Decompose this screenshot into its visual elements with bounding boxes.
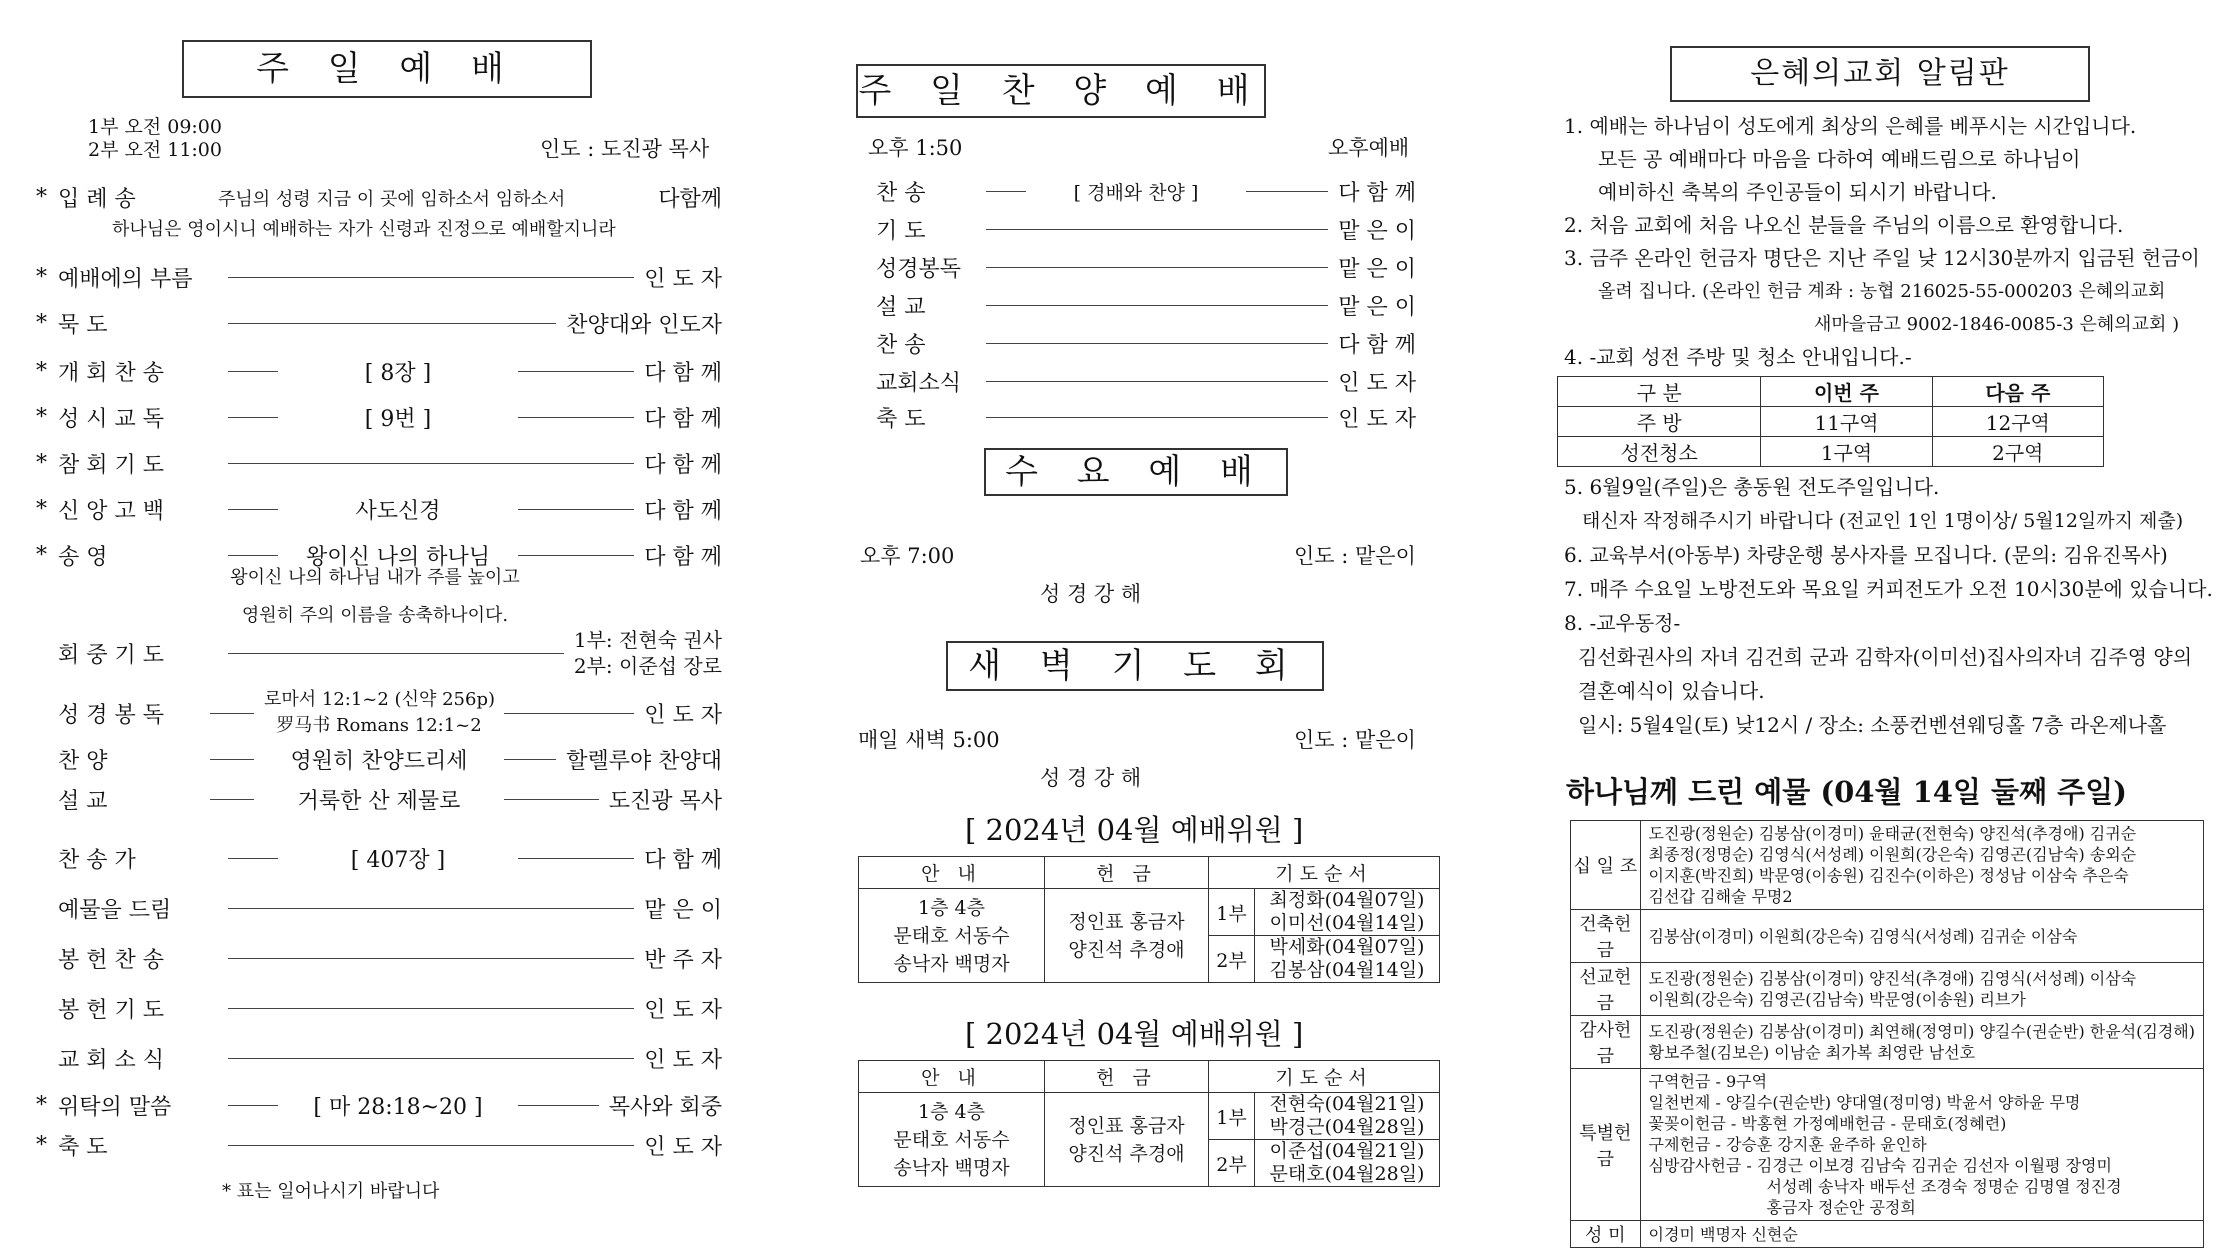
praise-order-item <box>876 290 1416 320</box>
order-person: 목사와 회중 <box>608 1094 722 1120</box>
notice-title-box <box>1670 46 2090 102</box>
service-leader: 인도 : 도진광 목사 <box>540 137 710 161</box>
order-content: 영원히 찬양드리세 <box>290 748 468 774</box>
offering-category: 건축헌금 <box>1571 910 1641 963</box>
praise-type: 오후예배 <box>1328 136 1410 160</box>
notice-8-line: 김선화권사의 자녀 김건희 군과 김학자(이미선)집사의자녀 김주영 양의 <box>1578 645 2193 669</box>
leader-line <box>228 958 634 959</box>
order-person: 맡 은 이 <box>1338 294 1416 320</box>
order-person: 인 도 자 <box>644 702 722 728</box>
standing-mark: * <box>36 185 47 210</box>
notice-2: 2. 처음 교회에 처음 나오신 분들을 주님의 이름으로 환영합니다. <box>1564 213 2124 237</box>
order-item <box>36 893 722 923</box>
order-label: 찬 양 <box>58 748 108 774</box>
notice-8: 8. -교우동정- <box>1564 611 1681 635</box>
order-item <box>36 448 722 478</box>
offering-cell <box>1045 889 1209 983</box>
order-person: 다 함 께 <box>644 406 722 432</box>
offering-name: 정인표 홍금자 <box>1068 910 1185 933</box>
guide-name: 1층 4층 <box>918 1100 985 1123</box>
wednesday-leader: 인도 : 맡은이 <box>1294 544 1416 568</box>
td: 1구역 <box>1761 437 1932 467</box>
reading-ref: 로마서 12:1~2 (신약 256p) <box>264 689 495 710</box>
order-person: 다 함 께 <box>644 452 722 478</box>
td: 2구역 <box>1932 437 2103 467</box>
standing-mark: * <box>36 1092 47 1118</box>
leader-line <box>986 305 1328 306</box>
service-time: 1부 오전 09:00 <box>88 116 222 138</box>
order-label: 성 시 교 독 <box>58 406 164 432</box>
order-person: 맡 은 이 <box>1338 256 1416 282</box>
order-person: 인 도 자 <box>644 1134 722 1160</box>
order-person: 다 함 께 <box>644 544 722 570</box>
committee-title: [ 2024년 04월 예배위원 ] <box>965 813 1304 847</box>
leader-line <box>228 653 564 654</box>
offering-line: 이지훈(박진희) 박문영(이송원) 김진수(이하은) 정성남 이삼숙 추은숙 <box>1648 866 2129 885</box>
order-label: 축 도 <box>58 1134 108 1160</box>
order-item <box>36 1043 722 1073</box>
guide-name: 송낙자 백명자 <box>893 952 1010 975</box>
order-item <box>36 1090 722 1120</box>
prayer-name: 최정화(04월07일) <box>1269 889 1425 911</box>
order-label: 예물을 드림 <box>58 897 172 923</box>
offering-table <box>1570 820 2204 1248</box>
offering-row <box>1571 1221 2204 1248</box>
order-person: 다 함 께 <box>644 498 722 524</box>
praise-order-item <box>876 176 1416 206</box>
order-person: 할렐루야 찬양대 <box>566 748 722 774</box>
order-label: 회 중 기 도 <box>58 642 164 668</box>
guide-cell <box>859 889 1045 983</box>
offering-row <box>1571 821 2204 910</box>
standing-mark: * <box>36 496 47 522</box>
order-label: 성경봉독 <box>876 256 962 282</box>
sunday-service-title-box <box>182 40 592 98</box>
guide-name: 문태호 서동수 <box>893 924 1010 947</box>
order-item <box>36 356 722 386</box>
notice-7: 7. 매주 수요일 노방전도와 목요일 커피전도가 오전 10시30분에 있습니다. <box>1564 577 2213 601</box>
table-row <box>859 1093 1440 1140</box>
td: 12구역 <box>1932 407 2103 437</box>
order-content: [ 407장 ] <box>350 847 446 873</box>
leader-line <box>518 858 634 859</box>
order-item-silent <box>36 182 722 213</box>
order-label: 봉 헌 찬 송 <box>58 947 164 973</box>
order-label: 성 경 봉 독 <box>58 702 164 728</box>
offering-line: 꽃꽂이헌금 - 박홍현 가정예배헌금 - 문태호(정혜련) <box>1648 1114 2007 1133</box>
leader-line <box>986 381 1328 382</box>
order-item <box>36 308 722 338</box>
order-person: 맡 은 이 <box>1338 218 1416 244</box>
notices <box>1564 110 2224 374</box>
th: 기도순서 <box>1209 1061 1440 1093</box>
offering-names <box>1640 1069 2203 1221</box>
song-line: 영원히 주의 이름을 송축하나이다. <box>241 605 509 626</box>
order-item-praise <box>36 744 722 774</box>
leader-line <box>1246 191 1328 192</box>
order-label: 기 도 <box>876 218 926 244</box>
offering-line: 이경미 백명자 신현순 <box>1648 1224 1798 1244</box>
order-content: 왕이신 나의 하나님 <box>305 544 490 570</box>
notice-1-line: 예비하신 축복의 주인공들이 되시기 바랍니다. <box>1598 180 1997 204</box>
order-item-prayer <box>36 628 722 678</box>
offering-category: 감사헌금 <box>1571 1016 1641 1069</box>
offering-line: 김선갑 김해술 무명2 <box>1648 887 1793 906</box>
order-item <box>36 262 722 292</box>
leader-line <box>518 1105 599 1106</box>
offering-title: 하나님께 드린 예물 (04월 14일 둘째 주일) <box>1566 775 2127 809</box>
leader-line <box>986 191 1026 192</box>
prayer-name: 박세화(04월07일) <box>1269 936 1425 958</box>
prayer-cell <box>1255 1093 1440 1140</box>
notice-3-line: 새마을금고 9002-1846-0085-3 은혜의교회 ) <box>1814 314 2180 335</box>
order-label: 찬 송 가 <box>58 847 136 873</box>
committee-table <box>858 1060 1440 1187</box>
leader-line <box>518 371 634 372</box>
order-content: [ 9번 ] <box>364 406 432 432</box>
wednesday-title-box <box>984 448 1288 496</box>
prayer-cell <box>1255 889 1440 936</box>
notice-4: 4. -교회 성전 주방 및 청소 안내입니다.- <box>1564 345 1912 369</box>
order-label: 입 례 송 <box>58 187 136 212</box>
order-content: 사도신경 <box>355 498 441 524</box>
order-label: 교회소식 <box>876 370 962 396</box>
offering-row <box>1571 1016 2204 1069</box>
silent-verse: 하나님은 영이시니 예배하는 자가 신령과 진정으로 예배할지니라 <box>112 219 616 240</box>
order-person: 인 도 자 <box>644 997 722 1023</box>
wednesday-time: 오후 7:00 <box>860 544 955 568</box>
offering-cell <box>1045 1093 1209 1187</box>
th: 헌 금 <box>1045 1061 1209 1093</box>
th: 안 내 <box>859 1061 1045 1093</box>
standing-mark: * <box>36 1132 47 1158</box>
reading-ref: 罗马书 Romans 12:1~2 <box>276 715 482 736</box>
offering-names <box>1640 1016 2203 1069</box>
leader-line <box>518 555 634 556</box>
th: 다음 주 <box>1932 377 2103 407</box>
order-item-reading <box>36 688 722 738</box>
prayer-cell <box>1255 1140 1440 1187</box>
notice-8-line: 결혼예식이 있습니다. <box>1578 679 1765 703</box>
offering-line: 일천번제 - 양길수(권순반) 양대열(정미영) 박윤서 양하윤 무명 <box>1648 1093 2081 1112</box>
service-time: 2부 오전 11:00 <box>88 139 222 161</box>
notice-6: 6. 교육부서(아동부) 차량운행 봉사자를 모집니다. (문의: 김유진목사) <box>1564 543 2168 567</box>
td: 주 방 <box>1558 407 1761 437</box>
leader-line <box>228 463 634 464</box>
prayer-name: 김봉삼(04월14일) <box>1269 959 1425 981</box>
order-label: 위탁의 말씀 <box>58 1094 172 1120</box>
offering-line: 김봉삼(이경미) 이원희(강은숙) 김영식(서성례) 김귀순 이삼숙 <box>1648 926 2078 946</box>
order-item <box>36 993 722 1023</box>
leader-line <box>228 908 634 909</box>
order-person: 인 도 자 <box>644 266 722 292</box>
leader-line <box>986 417 1328 418</box>
order-label: 축 도 <box>876 406 926 432</box>
offering-name: 정인표 홍금자 <box>1068 1114 1185 1137</box>
guide-name: 1층 4층 <box>918 896 985 919</box>
prayer-cell <box>1255 936 1440 983</box>
offering-line: 황보주철(김보은) 이남순 최가복 최영란 남선호 <box>1648 1043 1976 1062</box>
leader-line <box>228 277 634 278</box>
table-header-row <box>859 857 1440 889</box>
praise-service-title: 주 일 찬 양 예 배 <box>858 71 1264 111</box>
notice-5-line: 태신자 작정해주시기 바랍니다 (전교인 1인 1명이상/ 5월12일까지 제출) <box>1582 510 2184 532</box>
leader-line <box>228 371 278 372</box>
th: 이번 주 <box>1761 377 1932 407</box>
prayer-person: 2부: 이준섭 장로 <box>573 654 722 678</box>
order-label: 찬 송 <box>876 332 926 358</box>
offering-line: 도진광(정원순) 김봉삼(이경미) 윤태균(전현숙) 양진석(추경애) 김귀순 <box>1648 824 2137 843</box>
order-label: 봉 헌 기 도 <box>58 997 164 1023</box>
offering-name: 양진석 추경애 <box>1068 938 1185 961</box>
cleaning-table <box>1557 376 2104 467</box>
order-person: 다 함 께 <box>1338 332 1416 358</box>
th: 안 내 <box>859 857 1045 889</box>
order-label: 개 회 찬 송 <box>58 360 164 386</box>
leader-line <box>228 555 278 556</box>
order-label: 묵 도 <box>58 312 108 338</box>
order-person: 인 도 자 <box>644 1047 722 1073</box>
order-label: 찬 송 <box>876 180 926 206</box>
order-label: 참 회 기 도 <box>58 452 164 478</box>
guide-name: 송낙자 백명자 <box>893 1156 1010 1179</box>
praise-order-item <box>876 366 1416 396</box>
part-cell: 2부 <box>1209 1140 1255 1187</box>
standing-mark: * <box>36 310 47 336</box>
leader-line <box>986 343 1328 344</box>
sunday-service-title: 주 일 예 배 <box>256 49 518 89</box>
song-line: 왕이신 나의 하나님 내가 주를 높이고 <box>230 567 520 588</box>
offering-row <box>1571 910 2204 963</box>
offering-line: 구역헌금 - 9구역 <box>1648 1072 1768 1091</box>
dawn-title: 새 벽 기 도 회 <box>968 646 1302 686</box>
standing-mark: * <box>36 264 47 290</box>
order-item <box>36 1130 722 1160</box>
order-item <box>36 943 722 973</box>
offering-row <box>1571 1069 2204 1221</box>
order-person: 찬양대와 인도자 <box>566 312 722 338</box>
dawn-leader: 인도 : 맡은이 <box>1294 728 1416 752</box>
order-content: 거룩한 산 제물로 <box>297 788 461 814</box>
prayer-name: 전현숙(04월21일) <box>1269 1093 1425 1115</box>
wednesday-title: 수 요 예 배 <box>1005 452 1267 492</box>
leader-line <box>228 1145 634 1146</box>
order-item <box>36 494 722 524</box>
leader-line <box>228 417 278 418</box>
offering-line: 구제헌금 - 강승훈 강지훈 윤주하 윤인하 <box>1648 1135 1927 1154</box>
offering-line: 서성례 송낙자 배두선 조경숙 정명순 김명열 정진경 <box>1766 1177 2122 1196</box>
notice-1-line: 모든 공 예배마다 마음을 다하여 예배드림으로 하나님이 <box>1598 147 2081 171</box>
order-person: 반 주 자 <box>644 947 722 973</box>
guide-name: 문태호 서동수 <box>893 1128 1010 1151</box>
dawn-title-box <box>946 641 1324 691</box>
part-cell: 1부 <box>1209 1093 1255 1140</box>
leader-line <box>228 1058 634 1059</box>
offering-names <box>1640 1221 2203 1248</box>
leader-line <box>228 509 278 510</box>
order-label: 설 교 <box>58 788 108 814</box>
dawn-time: 매일 새벽 5:00 <box>858 728 1000 752</box>
order-item-sermon <box>36 784 722 814</box>
offering-category: 십 일 조 <box>1571 821 1641 910</box>
order-content: [ 마 28:18~20 ] <box>313 1094 483 1120</box>
notice-title: 은혜의교회 알림판 <box>1750 56 2010 91</box>
notice-3: 3. 금주 온라인 헌금자 명단은 지난 주일 낮 12시30분까지 입금된 헌금이 <box>1564 246 2200 270</box>
leader-line <box>518 417 634 418</box>
th: 기도순서 <box>1209 857 1440 889</box>
order-item <box>36 402 722 432</box>
table-row <box>859 889 1440 936</box>
guide-cell <box>859 1093 1045 1187</box>
leader-line <box>986 267 1328 268</box>
offering-name: 양진석 추경애 <box>1068 1142 1185 1165</box>
order-content: [ 경배와 찬양 ] <box>1073 181 1199 204</box>
offering-category: 특별헌금 <box>1571 1069 1641 1221</box>
order-label: 예배에의 부름 <box>58 266 193 292</box>
leader-line <box>228 858 278 859</box>
offering-names <box>1640 963 2203 1016</box>
order-person: 다 함 께 <box>1338 180 1416 206</box>
th: 헌 금 <box>1045 857 1209 889</box>
praise-service-title-box <box>856 64 1266 118</box>
order-person: 도진광 목사 <box>608 788 722 814</box>
offering-row <box>1571 963 2204 1016</box>
order-person: 인 도 자 <box>1338 406 1416 432</box>
order-person: 맡 은 이 <box>644 897 722 923</box>
table-header-row <box>859 1061 1440 1093</box>
part-cell: 1부 <box>1209 889 1255 936</box>
offering-category: 선교헌금 <box>1571 963 1641 1016</box>
order-content <box>264 687 494 739</box>
standing-mark: * <box>36 450 47 476</box>
praise-order-item <box>876 252 1416 282</box>
td: 11구역 <box>1761 407 1932 437</box>
order-person: 다함께 <box>658 187 722 212</box>
order-content: 주님의 성령 지금 이 곳에 임하소서 임하소서 <box>218 188 566 210</box>
offering-line: 도진광(정원순) 김봉삼(이경미) 최연해(정영미) 양길수(권순반) 한윤석(김경해) <box>1648 1022 2195 1041</box>
offering-line: 최종정(정명순) 김영식(서성례) 이원희(강은숙) 김영곤(김남숙) 송외순 <box>1648 845 2137 864</box>
praise-time: 오후 1:50 <box>868 136 963 160</box>
leader-line <box>518 509 634 510</box>
order-person: 인 도 자 <box>1338 370 1416 396</box>
standing-mark: * <box>36 542 47 568</box>
leader-line <box>228 1008 634 1009</box>
offering-line: 심방감사헌금 - 김경근 이보경 김남숙 김귀순 김선자 이월평 장영미 <box>1648 1156 2112 1175</box>
notice-3-line: 올려 집니다. (온라인 헌금 계좌 : 농협 216025-55-000203 은혜의교회 <box>1598 281 2166 302</box>
notice-5: 5. 6월9일(주일)은 총동원 전도주일입니다. <box>1564 475 1940 499</box>
order-item <box>36 843 722 873</box>
offering-line: 도진광(정원순) 김봉삼(이경미) 양진석(추경애) 김영식(서성례) 이삼숙 <box>1648 969 2137 988</box>
standing-mark: * <box>36 404 47 430</box>
offering-category: 성 미 <box>1571 1221 1641 1248</box>
offering-line: 홍금자 정순안 공정희 <box>1766 1198 1916 1217</box>
order-label: 송 영 <box>58 544 108 570</box>
prayer-name: 박경근(04월28일) <box>1269 1116 1425 1138</box>
order-label: 교 회 소 식 <box>58 1047 164 1073</box>
prayer-name: 이준섭(04월21일) <box>1269 1140 1425 1162</box>
offering-names <box>1640 910 2203 963</box>
praise-order-item <box>876 402 1416 432</box>
order-label: 설 교 <box>876 294 926 320</box>
standing-mark: * <box>36 358 47 384</box>
leader-line <box>228 323 556 324</box>
td: 성전청소 <box>1558 437 1761 467</box>
order-person: 다 함 께 <box>644 360 722 386</box>
praise-order-item <box>876 214 1416 244</box>
notice-8-line: 일시: 5월4일(토) 낮12시 / 장소: 소풍컨벤션웨딩홀 7층 라온제나홀 <box>1578 713 2167 737</box>
wednesday-sub: 성 경 강 해 <box>1040 582 1142 606</box>
order-label: 신 앙 고 백 <box>58 498 164 524</box>
offering-line: 이원희(강은숙) 김영곤(김남숙) 박문영(이송원) 리브가 <box>1648 990 2026 1009</box>
notice-1: 1. 예배는 하나님이 성도에게 최상의 은혜를 베푸시는 시간입니다. <box>1564 114 2137 138</box>
prayer-name: 문태호(04월28일) <box>1269 1163 1425 1185</box>
committee-title: [ 2024년 04월 예배위원 ] <box>965 1017 1304 1051</box>
th: 구 분 <box>1558 377 1761 407</box>
order-content: [ 8장 ] <box>364 360 432 386</box>
song-lyrics <box>0 559 750 635</box>
prayer-name: 이미선(04월14일) <box>1269 912 1425 934</box>
praise-order-item <box>876 328 1416 358</box>
offering-names <box>1640 821 2203 910</box>
leader-line <box>986 229 1328 230</box>
order-person: 다 함 께 <box>644 847 722 873</box>
dawn-sub: 성 경 강 해 <box>1040 766 1142 790</box>
footnote: * 표는 일어나시기 바랍니다 <box>222 1181 440 1202</box>
prayer-person: 1부: 전현숙 권사 <box>573 628 722 652</box>
notices-2 <box>1564 470 2228 742</box>
committee-table <box>858 856 1440 983</box>
service-times <box>88 116 222 162</box>
leader-line <box>228 1105 278 1106</box>
order-person <box>574 627 722 679</box>
part-cell: 2부 <box>1209 936 1255 983</box>
